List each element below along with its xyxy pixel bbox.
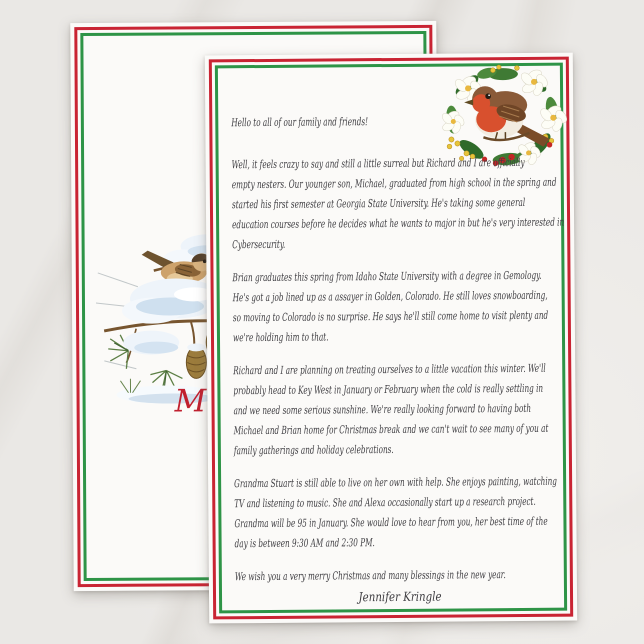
letter-front-card (205, 53, 577, 624)
letter-paragraphs (232, 153, 565, 555)
letter-line: we're holding him to that. (232, 330, 329, 345)
letter-line: TV and listening to music. She and Alexa occasionally start up a research project. (234, 494, 536, 511)
letter-paragraph (233, 359, 564, 462)
letter-line: Richard and I are planning on treating ourselves to a little vacation this winter. We'll (233, 361, 546, 378)
letter-line: family gatherings and holiday celebrations. (233, 442, 394, 458)
letter-body (231, 111, 565, 610)
letter-salutation: Hello to all of our family and friends! (231, 115, 369, 130)
letter-line: Brian graduates this spring from Idaho State University with a degree in Gemology. (232, 268, 542, 285)
letter-paragraph (234, 472, 565, 555)
letter-line: and we need some serious sunshine. We're really looking forward to having both (233, 401, 532, 418)
letter-line: education courses before he decides what he wants to major in but he's very interested in (232, 215, 565, 232)
letter-line: probably head to Key West in January or February when the cold is really settling in (233, 381, 544, 398)
letter-line: Cybersecurity. (232, 237, 286, 252)
letter-line: empty nesters. Our younger son, Michael, graduated from high school in the spring and (231, 175, 557, 192)
letter-line: Grandma Stuart is still able to live on her own with help. She enjoys painting, watching (234, 474, 557, 491)
letter-line: started his first semester at Georgia State University. He's taking some general (231, 195, 526, 212)
back-card-greeting-partial: M (174, 383, 207, 420)
letter-paragraph (232, 266, 563, 349)
letter-closing: We wish you a very merry Christmas and many blessings in the new year. (234, 568, 506, 584)
letter-line: so moving to Colorado is no surprise. He says he'll still come home to visit plenty and (232, 308, 549, 325)
letter-paragraph (232, 153, 563, 256)
letter-line: day is between 9:30 AM and 2:30 PM. (234, 536, 375, 551)
letter-line: Grandma will be 95 in January. She would love to hear from you, her best time of the (234, 514, 548, 531)
letter-signature: Jennifer Kringle (358, 588, 442, 605)
letter-line: He's got a job lined up as a assayer in Golden, Colorado. He still loves snowboarding, (232, 288, 548, 305)
letter-line: Well, it feels crazy to say and still a little surreal but Richard and I are officially (231, 155, 525, 172)
letter-line: Michael and Brian home for Christmas break and we can't wait to see many of you at (233, 421, 549, 438)
